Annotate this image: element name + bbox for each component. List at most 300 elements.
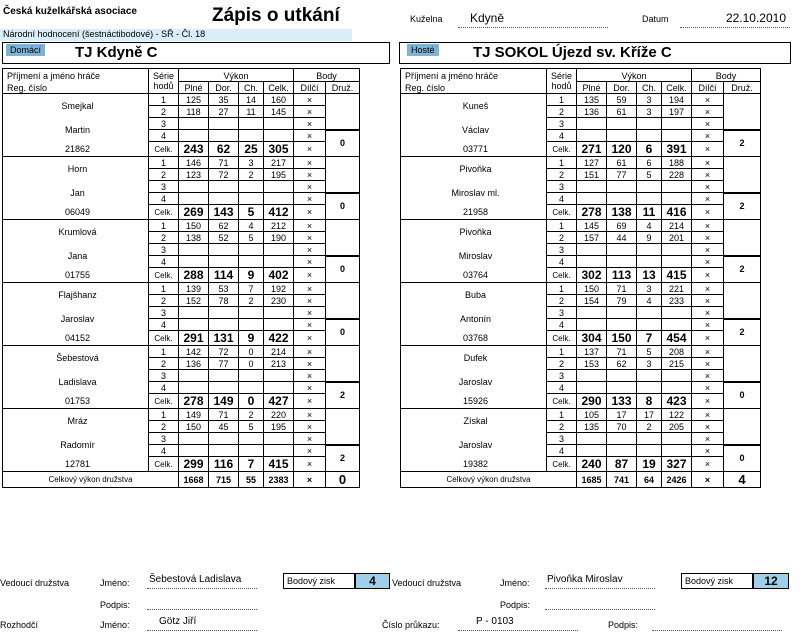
- player-total: 7: [239, 457, 264, 472]
- series-value: 215: [662, 358, 692, 370]
- series-value: [239, 193, 264, 205]
- series-value: 190: [264, 232, 294, 244]
- player-total: 305: [264, 142, 294, 157]
- series-value: [577, 118, 607, 130]
- player-total: 13: [637, 268, 662, 283]
- series-header: [149, 69, 179, 94]
- series-value: [662, 244, 692, 256]
- series-value: [662, 433, 692, 445]
- player-surname: Smejkal: [3, 94, 149, 118]
- series-value: 201: [662, 232, 692, 244]
- series-value: 149: [179, 409, 209, 421]
- series-value: [209, 433, 239, 445]
- player-reg-number: 03768: [401, 331, 547, 346]
- total-label: Celk.: [547, 205, 577, 220]
- series-header-1: Série: [152, 71, 174, 81]
- series-number: 1: [547, 157, 577, 169]
- plne-header: Plné: [577, 81, 607, 94]
- series-value: [179, 319, 209, 331]
- series-value: [662, 256, 692, 268]
- series-value: 139: [179, 283, 209, 295]
- series-value: 213: [264, 358, 294, 370]
- dilci-mark: ×: [294, 295, 326, 307]
- reg-header: Reg. číslo: [401, 81, 547, 94]
- guest-table: [400, 68, 761, 488]
- player-surname: Horn: [3, 157, 149, 181]
- player-total: 5: [239, 205, 264, 220]
- player-reg-number: 04152: [3, 331, 149, 346]
- points-spacer: [724, 283, 761, 319]
- dilci-mark: ×: [294, 142, 326, 157]
- series-number: 4: [547, 130, 577, 142]
- dilci-mark: ×: [294, 409, 326, 421]
- series-value: [179, 445, 209, 457]
- series-value: 154: [577, 295, 607, 307]
- series-number: 1: [547, 220, 577, 232]
- player-surname: Získal: [401, 409, 547, 433]
- series-value: 137: [577, 346, 607, 358]
- total-label: Celk.: [149, 205, 179, 220]
- series-number: 2: [149, 232, 179, 244]
- series-value: [209, 382, 239, 394]
- home-bodovy-zisk-label: Bodový zisk: [283, 573, 355, 589]
- series-value: 5: [239, 232, 264, 244]
- player-points: 0: [326, 256, 360, 283]
- player-total: 415: [662, 268, 692, 283]
- series-value: [577, 256, 607, 268]
- points-spacer: [724, 409, 761, 445]
- series-value: [607, 445, 637, 457]
- series-value: 5: [239, 421, 264, 433]
- series-value: 53: [209, 283, 239, 295]
- series-number: 4: [547, 445, 577, 457]
- celk-header: Celk.: [264, 81, 294, 94]
- team-total-value: 741: [607, 472, 637, 488]
- series-number: 3: [149, 433, 179, 445]
- series-value: 4: [637, 220, 662, 232]
- dilci-mark: ×: [692, 370, 724, 382]
- series-value: 0: [239, 346, 264, 358]
- series-number: 1: [149, 94, 179, 106]
- series-value: [209, 307, 239, 319]
- series-value: 228: [662, 169, 692, 181]
- player-total: 114: [209, 268, 239, 283]
- series-value: [662, 307, 692, 319]
- series-value: [607, 370, 637, 382]
- dilci-mark: ×: [692, 142, 724, 157]
- series-number: 3: [547, 433, 577, 445]
- series-value: [239, 382, 264, 394]
- series-number: 4: [149, 445, 179, 457]
- dor-header: Dor.: [209, 81, 239, 94]
- points-spacer: [326, 409, 360, 445]
- player-reg-number: 01753: [3, 394, 149, 409]
- home-bodovy-zisk: 4: [355, 573, 390, 589]
- player-total: 19: [637, 457, 662, 472]
- player-first-name: Jaroslav: [401, 370, 547, 394]
- series-value: [179, 433, 209, 445]
- series-number: 2: [149, 169, 179, 181]
- series-value: 78: [209, 295, 239, 307]
- series-value: [264, 319, 294, 331]
- referee-card: P - 0103: [458, 616, 578, 631]
- player-total: 427: [264, 394, 294, 409]
- series-value: [637, 193, 662, 205]
- series-value: [662, 370, 692, 382]
- series-value: [607, 307, 637, 319]
- dilci-mark: ×: [294, 433, 326, 445]
- series-value: 153: [577, 358, 607, 370]
- ch-header: Ch.: [239, 81, 264, 94]
- series-value: 4: [239, 220, 264, 232]
- series-value: 230: [264, 295, 294, 307]
- referee-name-label: Jméno:: [100, 620, 130, 630]
- player-points: 0: [326, 319, 360, 346]
- player-first-name: Martin: [3, 118, 149, 142]
- series-value: [239, 181, 264, 193]
- series-value: [637, 181, 662, 193]
- total-label: Celk.: [547, 142, 577, 157]
- series-value: [577, 445, 607, 457]
- series-number: 1: [149, 220, 179, 232]
- player-first-name: Ladislava: [3, 370, 149, 394]
- series-number: 4: [547, 256, 577, 268]
- series-value: 72: [209, 169, 239, 181]
- dilci-mark: ×: [294, 319, 326, 331]
- series-value: 71: [209, 157, 239, 169]
- player-points: 0: [724, 445, 761, 472]
- series-value: [662, 118, 692, 130]
- series-value: 14: [239, 94, 264, 106]
- series-value: [239, 244, 264, 256]
- player-total: 454: [662, 331, 692, 346]
- series-value: 5: [637, 169, 662, 181]
- team-points: 0: [326, 472, 360, 488]
- points-spacer: [724, 346, 761, 382]
- series-value: 145: [577, 220, 607, 232]
- series-value: 35: [209, 94, 239, 106]
- series-number: 3: [149, 307, 179, 319]
- series-number: 1: [149, 409, 179, 421]
- dilci-mark: ×: [692, 169, 724, 181]
- series-value: [577, 244, 607, 256]
- series-value: 77: [209, 358, 239, 370]
- series-value: 138: [179, 232, 209, 244]
- series-value: 27: [209, 106, 239, 118]
- series-value: [577, 382, 607, 394]
- player-total: 7: [637, 331, 662, 346]
- series-value: 45: [209, 421, 239, 433]
- series-value: 71: [607, 283, 637, 295]
- series-value: [264, 433, 294, 445]
- series-number: 2: [149, 358, 179, 370]
- dilci-mark: ×: [294, 394, 326, 409]
- series-value: 208: [662, 346, 692, 358]
- series-value: [209, 445, 239, 457]
- series-number: 4: [149, 193, 179, 205]
- series-value: [637, 433, 662, 445]
- series-value: [264, 307, 294, 319]
- player-total: 302: [577, 268, 607, 283]
- performance-header: Výkon: [179, 69, 294, 82]
- series-value: [179, 130, 209, 142]
- player-surname: Šebestová: [3, 346, 149, 370]
- series-value: 77: [607, 169, 637, 181]
- home-sign-label: Podpis:: [100, 600, 131, 610]
- player-total: 391: [662, 142, 692, 157]
- series-value: [637, 370, 662, 382]
- referee-label: Rozhodčí: [0, 620, 39, 630]
- dilci-mark: ×: [692, 295, 724, 307]
- player-total: 269: [179, 205, 209, 220]
- dilci-mark: ×: [294, 346, 326, 358]
- player-total: 11: [637, 205, 662, 220]
- series-value: [264, 193, 294, 205]
- player-total: 243: [179, 142, 209, 157]
- player-reg-number: 03771: [401, 142, 547, 157]
- series-value: 151: [577, 169, 607, 181]
- player-first-name: Jaroslav: [3, 307, 149, 331]
- series-value: 71: [209, 409, 239, 421]
- dilci-mark: ×: [294, 358, 326, 370]
- series-value: [179, 193, 209, 205]
- series-value: [209, 193, 239, 205]
- player-surname: Buba: [401, 283, 547, 307]
- series-value: 2: [239, 295, 264, 307]
- league-label: Národní hodnocení (šestnáctibodové) - SŘ - Čl. 18: [0, 29, 352, 41]
- total-label: Celk.: [547, 457, 577, 472]
- series-value: 220: [264, 409, 294, 421]
- series-value: [607, 244, 637, 256]
- series-value: 214: [662, 220, 692, 232]
- player-total: 116: [209, 457, 239, 472]
- series-value: [577, 319, 607, 331]
- series-value: 4: [637, 295, 662, 307]
- series-value: 3: [239, 157, 264, 169]
- series-number: 1: [547, 283, 577, 295]
- venue-label: Kuželna: [410, 14, 443, 24]
- series-value: [607, 193, 637, 205]
- series-value: 44: [607, 232, 637, 244]
- dilci-mark: ×: [692, 445, 724, 457]
- dilci-mark: ×: [294, 457, 326, 472]
- points-spacer: [326, 283, 360, 319]
- series-number: 2: [149, 295, 179, 307]
- series-value: 2: [239, 169, 264, 181]
- reg-header: Reg. číslo: [3, 81, 149, 94]
- player-first-name: Jaroslav: [401, 433, 547, 457]
- series-value: 7: [239, 283, 264, 295]
- dilci-mark: ×: [294, 382, 326, 394]
- series-value: [577, 370, 607, 382]
- player-surname: Dufek: [401, 346, 547, 370]
- series-value: [239, 256, 264, 268]
- series-value: 160: [264, 94, 294, 106]
- dilci-mark: ×: [294, 445, 326, 457]
- dilci-mark: ×: [294, 193, 326, 205]
- player-total: 290: [577, 394, 607, 409]
- player-reg-number: 03764: [401, 268, 547, 283]
- series-value: [637, 307, 662, 319]
- series-value: [239, 130, 264, 142]
- dilci-mark: ×: [692, 283, 724, 295]
- player-points: 2: [724, 319, 761, 346]
- series-value: [209, 370, 239, 382]
- series-value: 61: [607, 157, 637, 169]
- series-header-2: hodů: [153, 81, 174, 91]
- series-value: 192: [264, 283, 294, 295]
- player-total: 120: [607, 142, 637, 157]
- series-value: [209, 118, 239, 130]
- series-value: 17: [637, 409, 662, 421]
- guest-leader-name-label: Jméno:: [500, 578, 530, 588]
- referee-sign-line: [652, 616, 782, 631]
- team-total-value: 1668: [179, 472, 209, 488]
- series-value: [264, 130, 294, 142]
- performance-header: Výkon: [577, 69, 692, 82]
- celk-header: Celk.: [662, 81, 692, 94]
- series-number: 2: [547, 169, 577, 181]
- dilci-mark: ×: [294, 421, 326, 433]
- date-value: 22.10.2010: [680, 11, 790, 28]
- player-surname: Krumlová: [3, 220, 149, 244]
- series-value: [239, 118, 264, 130]
- series-number: 1: [547, 346, 577, 358]
- player-total: 143: [209, 205, 239, 220]
- player-total: 62: [209, 142, 239, 157]
- series-value: [607, 256, 637, 268]
- player-total: 9: [239, 268, 264, 283]
- series-number: 4: [547, 319, 577, 331]
- series-value: [637, 319, 662, 331]
- series-value: 212: [264, 220, 294, 232]
- guest-bodovy-zisk: 12: [753, 573, 789, 589]
- series-value: 62: [209, 220, 239, 232]
- series-value: 2: [239, 409, 264, 421]
- points-spacer: [724, 220, 761, 256]
- series-number: 4: [149, 319, 179, 331]
- team-dilci-mark: ×: [294, 472, 326, 488]
- series-value: [607, 319, 637, 331]
- series-value: [637, 382, 662, 394]
- series-number: 3: [149, 118, 179, 130]
- home-sign-line: [147, 596, 257, 610]
- team-dilci-mark: ×: [692, 472, 724, 488]
- series-value: 72: [209, 346, 239, 358]
- series-number: 1: [149, 157, 179, 169]
- series-number: 2: [149, 106, 179, 118]
- series-header: [547, 69, 577, 94]
- series-value: 125: [179, 94, 209, 106]
- series-number: 3: [149, 244, 179, 256]
- player-total: 278: [179, 394, 209, 409]
- dilci-mark: ×: [692, 319, 724, 331]
- player-total: 291: [179, 331, 209, 346]
- dilci-mark: ×: [294, 169, 326, 181]
- series-value: 197: [662, 106, 692, 118]
- points-spacer: [326, 346, 360, 382]
- series-value: [607, 130, 637, 142]
- series-number: 4: [547, 382, 577, 394]
- player-total: 412: [264, 205, 294, 220]
- series-value: [179, 307, 209, 319]
- series-value: 70: [607, 421, 637, 433]
- total-label: Celk.: [547, 268, 577, 283]
- player-surname: Kuneš: [401, 94, 547, 118]
- player-total: 0: [239, 394, 264, 409]
- dilci-mark: ×: [692, 421, 724, 433]
- series-value: 118: [179, 106, 209, 118]
- series-value: [179, 370, 209, 382]
- player-reg-number: 15926: [401, 394, 547, 409]
- home-team-name: TJ Kdyně C: [75, 44, 158, 61]
- series-number: 3: [149, 370, 179, 382]
- series-value: [264, 181, 294, 193]
- series-number: 2: [547, 106, 577, 118]
- team-total-label: Celkový výkon družstva: [401, 472, 577, 488]
- series-value: [239, 307, 264, 319]
- team-total-value: 715: [209, 472, 239, 488]
- series-number: 2: [547, 232, 577, 244]
- series-value: [239, 370, 264, 382]
- player-total: 150: [607, 331, 637, 346]
- dilci-mark: ×: [692, 409, 724, 421]
- player-first-name: Jana: [3, 244, 149, 268]
- player-total: 416: [662, 205, 692, 220]
- series-value: [577, 181, 607, 193]
- dilci-mark: ×: [294, 130, 326, 142]
- series-value: [179, 382, 209, 394]
- total-label: Celk.: [547, 394, 577, 409]
- player-surname: Pivoňka: [401, 157, 547, 181]
- series-value: [607, 118, 637, 130]
- points-header: Body: [692, 69, 761, 82]
- series-number: 3: [547, 370, 577, 382]
- dilci-mark: ×: [692, 157, 724, 169]
- dilci-mark: ×: [294, 106, 326, 118]
- points-spacer: [326, 157, 360, 193]
- player-surname: Mráz: [3, 409, 149, 433]
- series-number: 1: [547, 409, 577, 421]
- player-total: 131: [209, 331, 239, 346]
- series-value: [264, 382, 294, 394]
- dilci-mark: ×: [294, 256, 326, 268]
- home-tag: Domácí: [6, 44, 45, 56]
- dilci-mark: ×: [294, 244, 326, 256]
- home-table: [2, 68, 360, 488]
- series-value: [239, 445, 264, 457]
- series-value: 11: [239, 106, 264, 118]
- player-total: 240: [577, 457, 607, 472]
- player-first-name: Václav: [401, 118, 547, 142]
- series-value: [179, 181, 209, 193]
- series-value: [179, 256, 209, 268]
- series-number: 3: [547, 181, 577, 193]
- team-total-label: Celkový výkon družstva: [3, 472, 179, 488]
- series-number: 2: [547, 358, 577, 370]
- series-value: 150: [577, 283, 607, 295]
- referee-sign-label: Podpis:: [608, 620, 639, 630]
- series-number: 4: [547, 193, 577, 205]
- series-value: 123: [179, 169, 209, 181]
- dilci-mark: ×: [692, 244, 724, 256]
- druz-header: Druž.: [326, 81, 360, 94]
- dilci-mark: ×: [692, 346, 724, 358]
- series-value: 135: [577, 94, 607, 106]
- dilci-mark: ×: [294, 268, 326, 283]
- series-value: 9: [637, 232, 662, 244]
- home-leader-name-label: Jméno:: [100, 578, 130, 588]
